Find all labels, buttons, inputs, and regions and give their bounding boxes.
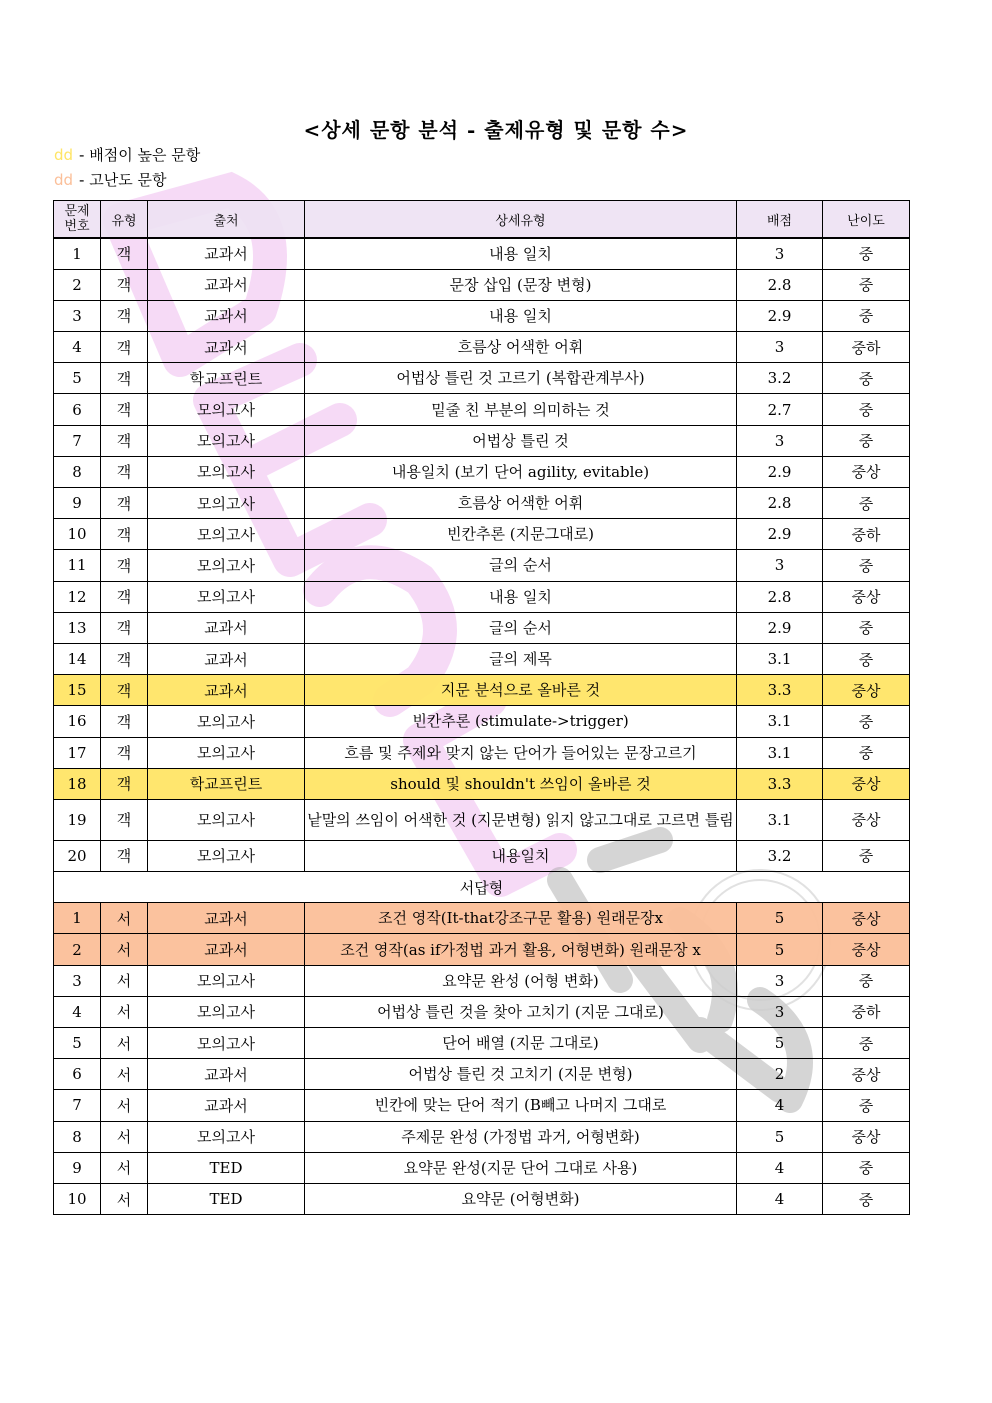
cell-score: 3 (737, 425, 823, 456)
cell-detail: 빈칸추론 (stimulate->trigger) (305, 706, 737, 737)
table-row (54, 903, 910, 934)
cell-number: 1 (54, 238, 101, 269)
cell-source: 모의고사 (148, 1121, 305, 1152)
cell-number: 5 (54, 363, 101, 394)
cell-type: 객 (101, 269, 148, 300)
cell-score: 4 (737, 1090, 823, 1121)
cell-type: 서 (101, 1090, 148, 1121)
table-row (54, 394, 910, 425)
section-label: 서답형 (54, 872, 910, 903)
cell-difficulty: 중하 (823, 519, 910, 550)
cell-number: 1 (54, 903, 101, 934)
cell-difficulty: 중 (823, 1152, 910, 1183)
cell-difficulty: 중 (823, 394, 910, 425)
cell-type: 서 (101, 934, 148, 965)
table-row (54, 737, 910, 768)
cell-source: 교과서 (148, 300, 305, 331)
table-row (54, 675, 910, 706)
legend-high-difficulty (54, 169, 166, 190)
cell-number: 3 (54, 300, 101, 331)
cell-number: 7 (54, 1090, 101, 1121)
table-row (54, 238, 910, 269)
cell-score: 2.7 (737, 394, 823, 425)
table-row (54, 996, 910, 1027)
cell-detail: 내용일치 (보기 단어 agility, evitable) (305, 456, 737, 487)
cell-score: 2.9 (737, 519, 823, 550)
cell-difficulty: 중 (823, 612, 910, 643)
cell-type: 객 (101, 300, 148, 331)
cell-score: 3 (737, 238, 823, 269)
table-row (54, 1183, 910, 1214)
cell-score: 3.1 (737, 643, 823, 674)
cell-detail: 빈칸추론 (지문그대로) (305, 519, 737, 550)
cell-score: 3 (737, 996, 823, 1027)
cell-detail: 어법상 틀린 것 (305, 425, 737, 456)
cell-score: 3.1 (737, 737, 823, 768)
cell-number: 4 (54, 996, 101, 1027)
table-row (54, 425, 910, 456)
cell-difficulty: 중하 (823, 996, 910, 1027)
cell-type: 객 (101, 394, 148, 425)
cell-source: 모의고사 (148, 840, 305, 871)
cell-score: 5 (737, 1121, 823, 1152)
cell-score: 4 (737, 1183, 823, 1214)
cell-number: 11 (54, 550, 101, 581)
table-row (54, 1152, 910, 1183)
cell-number: 4 (54, 332, 101, 363)
cell-detail: 어법상 틀린 것을 찾아 고치기 (지문 그대로) (305, 996, 737, 1027)
cell-detail: should 및 shouldn't 쓰임이 올바른 것 (305, 768, 737, 799)
cell-detail: 글의 순서 (305, 612, 737, 643)
header-type: 유형 (101, 201, 148, 239)
analysis-table (53, 200, 910, 1215)
legend-label: - 배점이 높은 문항 (79, 146, 201, 164)
cell-number: 15 (54, 675, 101, 706)
cell-type: 객 (101, 768, 148, 799)
cell-detail: 조건 영작(as if가정법 과거 활용, 어형변화) 원래문장 x (305, 934, 737, 965)
cell-type: 객 (101, 840, 148, 871)
cell-detail: 글의 제목 (305, 643, 737, 674)
cell-difficulty: 중상 (823, 934, 910, 965)
cell-source: 모의고사 (148, 456, 305, 487)
cell-detail: 요약문 (어형변화) (305, 1183, 737, 1214)
table-row (54, 1028, 910, 1059)
cell-type: 객 (101, 675, 148, 706)
cell-type: 서 (101, 1028, 148, 1059)
cell-source: TED (148, 1183, 305, 1214)
cell-detail: 어법상 틀린 것 고치기 (지문 변형) (305, 1059, 737, 1090)
cell-source: 교과서 (148, 934, 305, 965)
cell-detail: 조건 영작(It-that강조구문 활용) 원래문장x (305, 903, 737, 934)
table-row (54, 934, 910, 965)
table-row (54, 840, 910, 871)
cell-score: 3.2 (737, 840, 823, 871)
cell-score: 5 (737, 903, 823, 934)
table-row (54, 1090, 910, 1121)
cell-score: 2.8 (737, 488, 823, 519)
cell-number: 14 (54, 643, 101, 674)
cell-difficulty: 중 (823, 550, 910, 581)
cell-difficulty: 중 (823, 643, 910, 674)
cell-difficulty: 중하 (823, 332, 910, 363)
cell-type: 서 (101, 1059, 148, 1090)
cell-difficulty: 중상 (823, 1059, 910, 1090)
cell-detail: 요약문 완성(지문 단어 그대로 사용) (305, 1152, 737, 1183)
section-row (54, 872, 910, 903)
cell-score: 3 (737, 965, 823, 996)
cell-source: 학교프린트 (148, 768, 305, 799)
cell-score: 3.2 (737, 363, 823, 394)
cell-detail: 흐름상 어색한 어휘 (305, 332, 737, 363)
cell-type: 객 (101, 581, 148, 612)
table-row (54, 363, 910, 394)
legend-label: - 고난도 문항 (79, 171, 167, 189)
legend-swatch-orange: dd (54, 171, 74, 189)
cell-source: 모의고사 (148, 706, 305, 737)
cell-source: 교과서 (148, 238, 305, 269)
header-detail: 상세유형 (305, 201, 737, 239)
cell-type: 서 (101, 1121, 148, 1152)
cell-detail: 흐름상 어색한 어휘 (305, 488, 737, 519)
cell-type: 객 (101, 363, 148, 394)
cell-difficulty: 중상 (823, 903, 910, 934)
cell-difficulty: 중 (823, 840, 910, 871)
cell-number: 2 (54, 269, 101, 300)
table-row (54, 799, 910, 840)
cell-type: 서 (101, 1152, 148, 1183)
cell-difficulty: 중 (823, 965, 910, 996)
cell-difficulty: 중상 (823, 456, 910, 487)
cell-difficulty: 중 (823, 1183, 910, 1214)
cell-difficulty: 중 (823, 300, 910, 331)
cell-type: 객 (101, 643, 148, 674)
cell-detail: 빈칸에 맞는 단어 적기 (B빼고 나머지 그대로 (305, 1090, 737, 1121)
cell-difficulty: 중상 (823, 1121, 910, 1152)
cell-score: 5 (737, 1028, 823, 1059)
cell-type: 객 (101, 519, 148, 550)
cell-type: 객 (101, 332, 148, 363)
cell-source: 모의고사 (148, 425, 305, 456)
cell-detail: 낱말의 쓰임이 어색한 것 (지문변형) 읽지 않고그대로 고르면 틀림 (305, 799, 737, 840)
cell-score: 3.1 (737, 799, 823, 840)
cell-detail: 글의 순서 (305, 550, 737, 581)
table-row (54, 519, 910, 550)
cell-number: 12 (54, 581, 101, 612)
cell-score: 2.9 (737, 300, 823, 331)
cell-type: 서 (101, 903, 148, 934)
cell-number: 3 (54, 965, 101, 996)
cell-number: 18 (54, 768, 101, 799)
cell-score: 3 (737, 550, 823, 581)
cell-detail: 지문 분석으로 올바른 것 (305, 675, 737, 706)
cell-source: 학교프린트 (148, 363, 305, 394)
cell-number: 9 (54, 1152, 101, 1183)
cell-detail: 주제문 완성 (가정법 과거, 어형변화) (305, 1121, 737, 1152)
cell-number: 20 (54, 840, 101, 871)
cell-number: 2 (54, 934, 101, 965)
cell-type: 객 (101, 425, 148, 456)
cell-number: 5 (54, 1028, 101, 1059)
cell-type: 서 (101, 996, 148, 1027)
cell-type: 서 (101, 1183, 148, 1214)
cell-type: 객 (101, 238, 148, 269)
cell-number: 6 (54, 1059, 101, 1090)
cell-source: 모의고사 (148, 799, 305, 840)
cell-detail: 내용 일치 (305, 300, 737, 331)
cell-number: 8 (54, 456, 101, 487)
cell-type: 객 (101, 488, 148, 519)
cell-difficulty: 중 (823, 1028, 910, 1059)
cell-number: 17 (54, 737, 101, 768)
cell-score: 3.1 (737, 706, 823, 737)
table-row (54, 269, 910, 300)
cell-difficulty: 중 (823, 706, 910, 737)
cell-source: 교과서 (148, 332, 305, 363)
cell-source: 교과서 (148, 1059, 305, 1090)
cell-number: 19 (54, 799, 101, 840)
table-row (54, 706, 910, 737)
cell-source: 모의고사 (148, 581, 305, 612)
cell-type: 객 (101, 706, 148, 737)
cell-number: 16 (54, 706, 101, 737)
cell-difficulty: 중 (823, 363, 910, 394)
cell-source: TED (148, 1152, 305, 1183)
cell-type: 객 (101, 550, 148, 581)
cell-difficulty: 중 (823, 1090, 910, 1121)
cell-number: 6 (54, 394, 101, 425)
cell-number: 10 (54, 1183, 101, 1214)
table-row (54, 643, 910, 674)
cell-type: 서 (101, 965, 148, 996)
cell-source: 모의고사 (148, 394, 305, 425)
legend-high-score (54, 144, 200, 165)
table-row (54, 550, 910, 581)
header-difficulty: 난이도 (823, 201, 910, 239)
cell-detail: 단어 배열 (지문 그대로) (305, 1028, 737, 1059)
cell-type: 객 (101, 456, 148, 487)
cell-source: 모의고사 (148, 996, 305, 1027)
cell-number: 10 (54, 519, 101, 550)
cell-source: 교과서 (148, 643, 305, 674)
cell-score: 3.3 (737, 675, 823, 706)
cell-score: 3 (737, 332, 823, 363)
cell-source: 모의고사 (148, 737, 305, 768)
table-row (54, 1121, 910, 1152)
table-header-row (54, 201, 910, 239)
cell-detail: 문장 삽입 (문장 변형) (305, 269, 737, 300)
cell-detail: 밑줄 친 부분의 의미하는 것 (305, 394, 737, 425)
cell-score: 2.9 (737, 456, 823, 487)
table-row (54, 488, 910, 519)
cell-type: 객 (101, 612, 148, 643)
cell-difficulty: 중상 (823, 675, 910, 706)
cell-difficulty: 중상 (823, 581, 910, 612)
cell-detail: 어법상 틀린 것 고르기 (복합관계부사) (305, 363, 737, 394)
cell-source: 모의고사 (148, 519, 305, 550)
cell-detail: 내용 일치 (305, 238, 737, 269)
table-row (54, 581, 910, 612)
cell-source: 교과서 (148, 269, 305, 300)
cell-source: 교과서 (148, 903, 305, 934)
cell-score: 5 (737, 934, 823, 965)
table-row (54, 1059, 910, 1090)
cell-type: 객 (101, 737, 148, 768)
cell-detail: 내용 일치 (305, 581, 737, 612)
table-row (54, 300, 910, 331)
cell-difficulty: 중 (823, 425, 910, 456)
cell-score: 2.9 (737, 612, 823, 643)
table-row (54, 965, 910, 996)
legend-swatch-yellow: dd (54, 146, 74, 164)
page-title: <상세 문항 분석 - 출제유형 및 문항 수> (303, 118, 689, 142)
cell-difficulty: 중 (823, 737, 910, 768)
cell-score: 2.8 (737, 269, 823, 300)
cell-number: 7 (54, 425, 101, 456)
cell-type: 객 (101, 799, 148, 840)
header-source: 출처 (148, 201, 305, 239)
cell-difficulty: 중상 (823, 768, 910, 799)
cell-difficulty: 중상 (823, 799, 910, 840)
cell-detail: 내용일치 (305, 840, 737, 871)
header-score: 배점 (737, 201, 823, 239)
cell-source: 모의고사 (148, 965, 305, 996)
table-row (54, 332, 910, 363)
cell-detail: 흐름 및 주제와 맞지 않는 단어가 들어있는 문장고르기 (305, 737, 737, 768)
cell-detail: 요약문 완성 (어형 변화) (305, 965, 737, 996)
cell-score: 2.8 (737, 581, 823, 612)
cell-source: 모의고사 (148, 488, 305, 519)
cell-score: 2 (737, 1059, 823, 1090)
cell-difficulty: 중 (823, 238, 910, 269)
header-number: 문제 번호 (54, 201, 101, 239)
cell-number: 13 (54, 612, 101, 643)
table-row (54, 612, 910, 643)
table-row (54, 768, 910, 799)
cell-number: 9 (54, 488, 101, 519)
cell-source: 교과서 (148, 1090, 305, 1121)
table-row (54, 456, 910, 487)
cell-source: 교과서 (148, 675, 305, 706)
cell-source: 모의고사 (148, 550, 305, 581)
cell-source: 교과서 (148, 612, 305, 643)
cell-difficulty: 중 (823, 269, 910, 300)
cell-source: 모의고사 (148, 1028, 305, 1059)
cell-score: 3.3 (737, 768, 823, 799)
cell-score: 4 (737, 1152, 823, 1183)
cell-difficulty: 중 (823, 488, 910, 519)
cell-number: 8 (54, 1121, 101, 1152)
